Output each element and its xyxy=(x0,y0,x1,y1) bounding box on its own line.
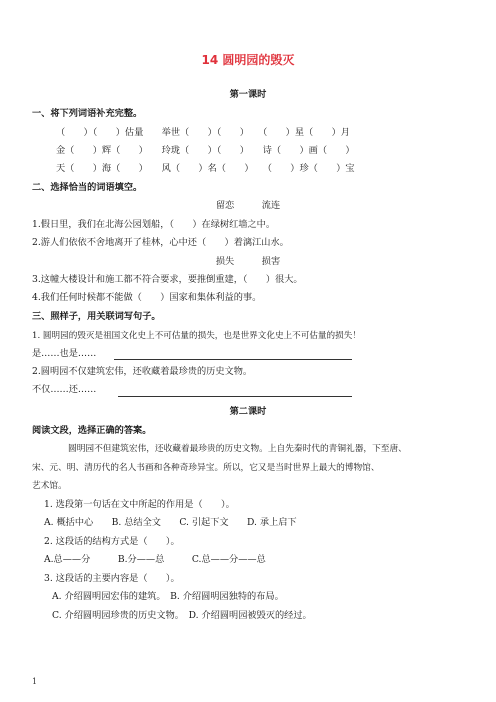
mc-options: A.总——分 B.分——总 C.总——分——总 xyxy=(44,554,266,565)
mc-options: A. 介绍圆明园宏伟的建筑。 B. 介绍圆明园独特的布局。 xyxy=(52,591,284,602)
question-3-label: 三、照样子，用关联词写句子。 xyxy=(32,311,161,322)
sentence-item: 4.我们任何时候都不能做（ ）国家和集体利益的事。 xyxy=(32,292,262,303)
lesson-1-heading: 第一课时 xyxy=(229,89,267,100)
page-title: 14 圆明园的毁灭 xyxy=(201,53,295,67)
fill-words-row: （ ）（ ）估量 举世（ ）（ ） （ ）星（ ）月 xyxy=(56,127,350,138)
answer-line xyxy=(118,396,352,397)
word-choice-pair: 损失 损害 xyxy=(215,256,281,267)
word-choice-pair: 留恋 流连 xyxy=(215,200,281,211)
page-number: 1 xyxy=(32,677,38,686)
example-sentence: 1. 圆明园的毁灭是祖国文化史上不可估量的损失，也是世界文化史上不可估量的损失！ xyxy=(32,331,361,341)
passage-line: 宋、元、明、清历代的名人书画和各种奇珍异宝。所以，它又是当时世界上最大的博物馆、 xyxy=(32,463,380,473)
question-2-label: 二、选择恰当的词语填空。 xyxy=(32,182,143,193)
pattern-prompt: 是……也是…… xyxy=(32,348,97,359)
passage-line: 艺术馆。 xyxy=(32,481,67,491)
fill-words-row: 金（ ）辉（ ） 玲珑（ ）（ ） 诗（ ）画（ ） xyxy=(56,145,355,156)
sentence-item: 1.假日里，我们在北海公园划船，（ ）在绿树红墙之中。 xyxy=(32,219,276,230)
mc-options: C. 介绍圆明园珍贵的历史文物。 D. 介绍圆明园被毁灭的经过。 xyxy=(52,610,312,621)
passage-line: 圆明园不但建筑宏伟，还收藏着最珍贵的历史文物。上自先秦时代的青铜礼器，下至唐、 xyxy=(68,444,407,454)
example-sentence: 2.圆明园不仅建筑宏伟，还收藏着最珍贵的历史文物。 xyxy=(32,366,253,377)
mc-options: A. 概括中心 B. 总结全文 C. 引起下文 D. 承上启下 xyxy=(44,517,297,528)
answer-line xyxy=(114,359,352,360)
reading-instruction: 阅读文段，选择正确的答案。 xyxy=(32,425,152,436)
mc-question: 3. 这段话的主要内容是（ ）。 xyxy=(44,573,180,584)
fill-words-row: 天（ ）海（ ） 风（ ）名（ ） （ ）珍（ ）宝 xyxy=(56,163,355,174)
mc-question: 1. 选段第一句话在文中所起的作用是（ ）。 xyxy=(44,499,235,510)
sentence-item: 2.游人们依依不舍地离开了桂林，心中还（ ）着漓江山水。 xyxy=(32,237,289,248)
question-1-label: 一、将下列词语补充完整。 xyxy=(32,108,143,119)
sentence-item: 3.这幢大楼设计和施工都不符合要求，要推倒重建，（ ）很大。 xyxy=(32,274,303,285)
mc-question: 2. 这段话的结构方式是（ ）。 xyxy=(44,536,180,547)
pattern-prompt: 不仅……还…… xyxy=(32,384,97,395)
lesson-2-heading: 第二课时 xyxy=(229,406,267,417)
